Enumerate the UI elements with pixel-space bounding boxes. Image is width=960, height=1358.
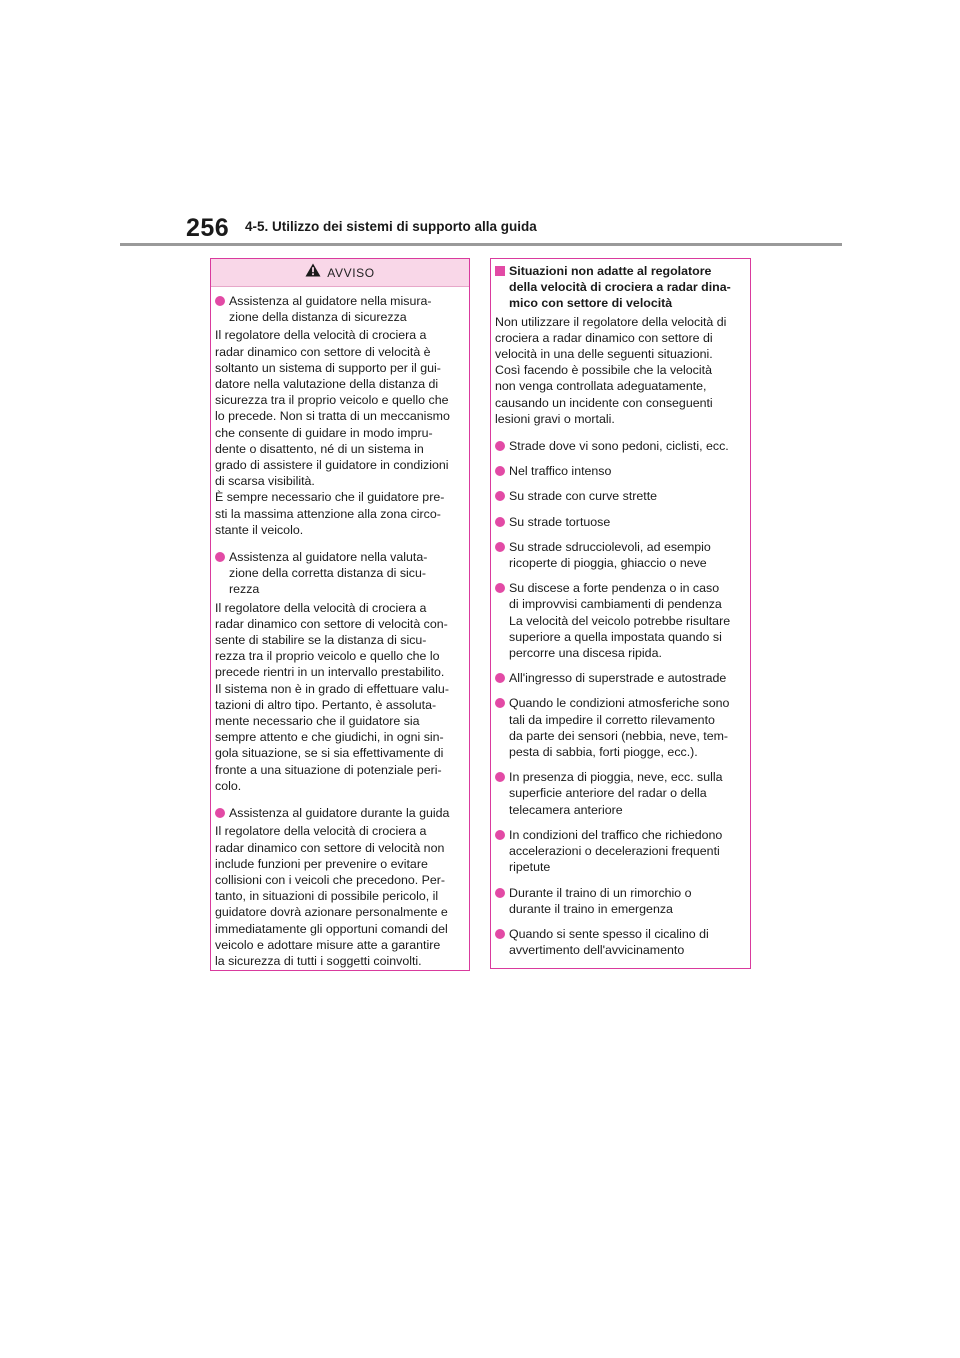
warning-section-heading: Assistenza al guidatore nella misura- zione della distanza di sicurezza: [215, 293, 461, 325]
warning-box: [210, 258, 470, 971]
bullet-dot-icon: [495, 517, 505, 527]
square-bullet-icon: [495, 266, 505, 276]
warning-section-body: Il regolatore della velocità di crociera a radar dinamico con settore di velocità è soltanto un sistema di supporto per il gui- datore nella valutazione della distanza di sicurezza tra il proprio veicolo e quello che lo precede. Non si tratta di un meccanismo che consente di guidare in modo impru- dente o disattento, né di un sistema in grado di assistere il guidatore in condizioni di scarsa visibilità. È sempre necessario che il guidatore pre- sti la massima attenzione alla zona circo- stante il veicolo.: [215, 328, 450, 537]
list-item: Su strade con curve strette: [495, 488, 742, 504]
list-item: Quando si sente spesso il cicalino di avvertimento dell'avvicinamento: [495, 926, 742, 958]
situations-box: [490, 258, 751, 969]
bullet-dot-icon: [215, 552, 225, 562]
bullet-dot-icon: [495, 772, 505, 782]
warning-header: [211, 259, 469, 287]
list-item: In condizioni del traffico che richiedono accelerazioni o decelerazioni frequenti ripetute: [495, 827, 742, 876]
bullet-dot-icon: [495, 673, 505, 683]
bullet-dot-icon: [495, 491, 505, 501]
warning-title: AVVISO: [327, 265, 375, 280]
bullet-dot-icon: [495, 698, 505, 708]
section-title: 4-5. Utilizzo dei sistemi di supporto alla guida: [245, 219, 537, 234]
warning-section-body: Il regolatore della velocità di crociera a radar dinamico con settore di velocità non include funzioni per prevenire o evitare collisioni con i veicoli che precedono. Per- tanto, in situazioni di possibile pericolo, il guidatore dovrà azionare personalmente e immediatamente gli opportuni comandi del veicolo e adottare misure atte a garantire la sicurezza di tutti i soggetti coinvolti.: [215, 824, 448, 968]
list-item: Su strade tortuose: [495, 514, 742, 530]
bullet-dot-icon: [495, 830, 505, 840]
bullet-dot-icon: [495, 888, 505, 898]
list-item: In presenza di pioggia, neve, ecc. sulla superficie anteriore del radar o della telecamera anteriore: [495, 769, 742, 818]
list-item: Su strade sdrucciolevoli, ad esempio ricoperte di pioggia, ghiaccio o neve: [495, 539, 742, 571]
warning-triangle-icon: [305, 263, 321, 282]
list-item: Su discese a forte pendenza o in caso di improvvisi cambiamenti di pendenza La velocità del veicolo potrebbe risultare superiore a quella impostata quando si percorre una discesa ripida.: [495, 580, 742, 661]
list-item: Quando le condizioni atmosferiche sono tali da impedire il corretto rilevamento da parte dei sensori (nebbia, neve, tem- pesta di sabbia, forti piogge, ecc.).: [495, 695, 742, 760]
page-number: 256: [186, 214, 230, 242]
bullet-dot-icon: [495, 441, 505, 451]
warning-section-body: Il regolatore della velocità di crociera a radar dinamico con settore di velocità con- sente di stabilire se la distanza di sicu- rezza tra il proprio veicolo e quello che lo precede rientri in un intervallo prestabilito. Il sistema non è in grado di effettuare valu- tazioni di altro tipo. Pertanto, è assoluta- mente necessario che il guidatore sia sempre attento e che giudichi, in ogni sin- gola situazione, se si sia effettivamente di fronte a una situazione di potenziale peri- colo.: [215, 600, 449, 793]
bullet-dot-icon: [495, 542, 505, 552]
situations-heading: Situazioni non adatte al regolatore della velocità di crociera a radar dina- mico con settore di velocità: [495, 263, 742, 312]
bullet-dot-icon: [495, 466, 505, 476]
bullet-dot-icon: [215, 296, 225, 306]
list-item: Nel traffico intenso: [495, 463, 742, 479]
bullet-dot-icon: [215, 808, 225, 818]
list-item: Durante il traino di un rimorchio o durante il traino in emergenza: [495, 885, 742, 917]
situations-intro: Non utilizzare il regolatore della velocità di crociera a radar dinamico con settore di velocità in una delle seguenti situazioni. Così facendo è possibile che la velocità non venga controllata adeguatamente, causando un incidente con conseguenti lesioni gravi o mortali.: [495, 314, 727, 426]
warning-section-heading: Assistenza al guidatore durante la guida: [215, 805, 461, 821]
bullet-dot-icon: [495, 929, 505, 939]
bullet-dot-icon: [495, 583, 505, 593]
warning-section-heading: Assistenza al guidatore nella valuta- zione della corretta distanza di sicu- rezza: [215, 549, 461, 598]
header-rule: [120, 243, 842, 246]
list-item: Strade dove vi sono pedoni, ciclisti, ecc.: [495, 438, 742, 454]
list-item: All'ingresso di superstrade e autostrade: [495, 670, 742, 686]
